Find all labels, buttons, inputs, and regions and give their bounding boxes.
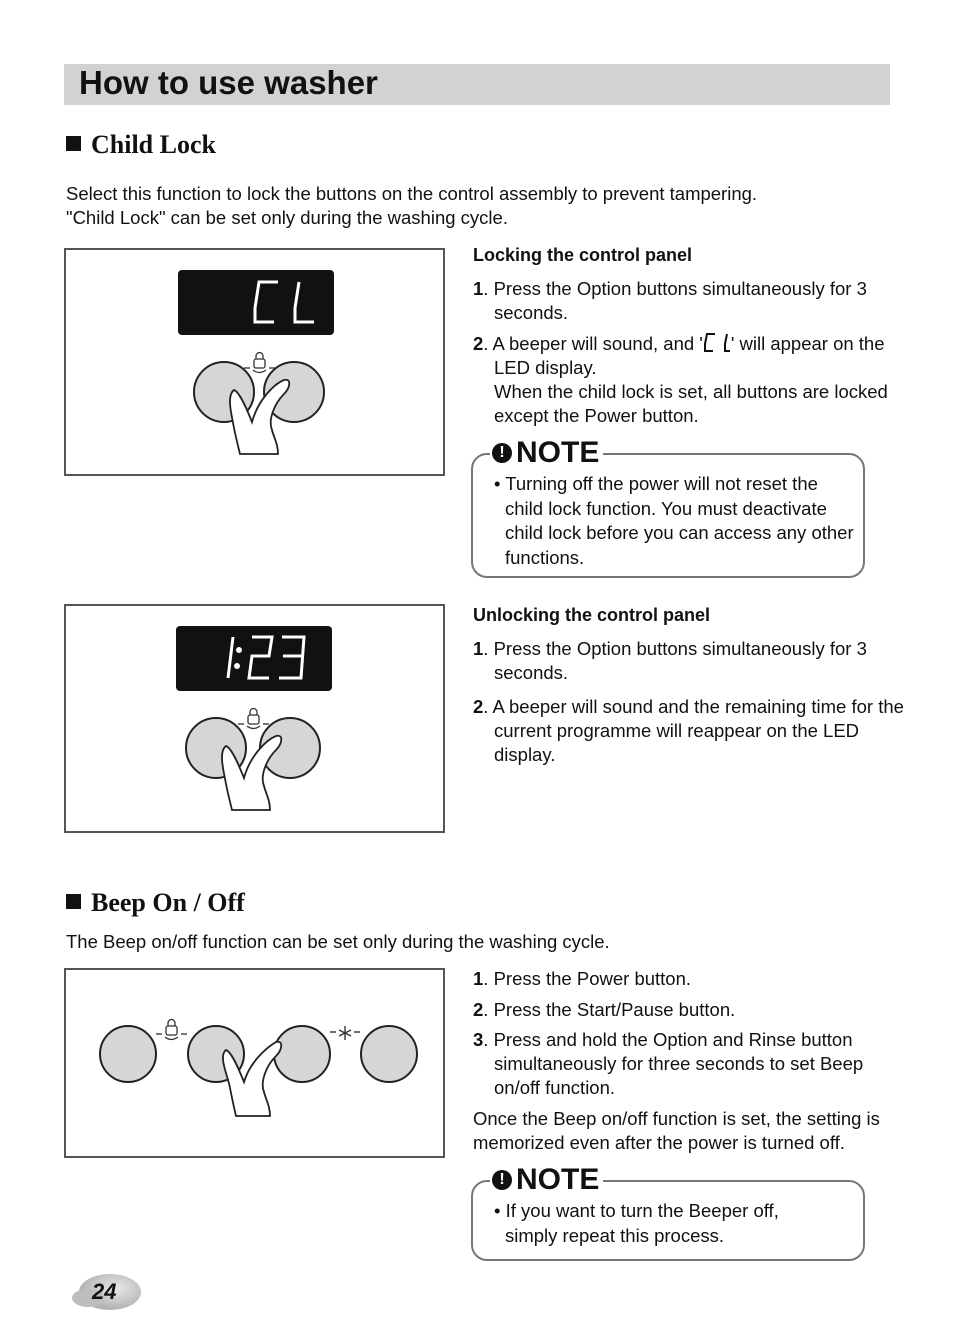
exclamation-icon: ! xyxy=(492,443,512,463)
exclamation-icon: ! xyxy=(492,1170,512,1190)
page-number: 24 xyxy=(92,1279,117,1304)
locking-step-1 xyxy=(473,277,904,325)
bullet-square-icon xyxy=(66,136,81,151)
unlock-panel-svg xyxy=(66,606,443,831)
rinse-star-icon xyxy=(330,1026,360,1040)
step-number: 1 xyxy=(473,278,484,299)
locking-heading: Locking the control panel xyxy=(473,245,693,265)
beep-panel-svg xyxy=(66,970,443,1156)
note-label xyxy=(490,1164,603,1196)
power-button xyxy=(100,1026,156,1082)
child-lock-intro-line-1: Select this function to lock the buttons on the control assembly to prevent tampering. xyxy=(66,183,758,204)
beep-step-2 xyxy=(473,998,904,1022)
step-text: . A beeper will sound and the remaining time for the current programme will reappear on the LED display. xyxy=(483,696,904,765)
beep-intro: The Beep on/off function can be set only during the washing cycle. xyxy=(66,931,610,952)
note-label-text: NOTE xyxy=(516,436,600,469)
child-lock-intro-line-2: "Child Lock" can be set only during the washing cycle. xyxy=(66,207,508,228)
locking-step-2 xyxy=(473,332,904,428)
beep-step-1 xyxy=(473,967,904,991)
unlock-panel-illustration xyxy=(64,604,445,833)
child-lock-symbol-icon xyxy=(156,1020,187,1040)
beep-step-3 xyxy=(473,1028,894,1100)
step-text: . Press and hold the Option and Rinse button simultaneously for three seconds to set Beep on/off function. xyxy=(483,1029,864,1098)
note-label xyxy=(490,437,603,469)
start-pause-button xyxy=(361,1026,417,1082)
child-lock-symbol-icon xyxy=(238,709,269,729)
lock-panel-illustration xyxy=(64,248,445,476)
child-lock-heading-text: Child Lock xyxy=(91,130,216,159)
beep-after-text: Once the Beep on/off function is set, the setting is memorized even after the power is turned off. xyxy=(473,1108,880,1153)
lock-panel-svg xyxy=(66,250,443,474)
bullet-square-icon xyxy=(66,894,81,909)
note-text-beep: • If you want to turn the Beeper off, simply repeat this process. xyxy=(494,1200,779,1246)
step-text: . Press the Option buttons simultaneously for 3 seconds. xyxy=(483,278,867,323)
step-text: ' will appear on the LED display. xyxy=(494,333,885,378)
step-number: 2 xyxy=(473,333,484,354)
step-text: . Press the Power button. xyxy=(483,968,692,989)
child-lock-intro xyxy=(66,182,906,230)
cl-inline-icon xyxy=(703,332,731,354)
step-text: . A beeper will sound, and ' xyxy=(483,333,703,354)
step-text: . Press the Start/Pause button. xyxy=(483,999,736,1020)
unlocking-heading: Unlocking the control panel xyxy=(473,605,711,625)
child-lock-heading xyxy=(66,130,216,160)
child-lock-symbol-icon xyxy=(244,353,275,373)
beep-panel-illustration xyxy=(64,968,445,1158)
rinse-button xyxy=(274,1026,330,1082)
step-number: 2 xyxy=(473,696,484,717)
step-number: 1 xyxy=(473,638,484,659)
step-text: . Press the Option buttons simultaneously for 3 seconds. xyxy=(483,638,867,683)
beep-heading-text: Beep On / Off xyxy=(91,888,245,917)
step-number: 3 xyxy=(473,1029,484,1050)
unlocking-step-2 xyxy=(473,695,904,767)
beep-heading xyxy=(66,888,245,918)
note-label-text: NOTE xyxy=(516,1163,600,1196)
note-text-child-lock: • Turning off the power will not reset the child lock function. You must deactivate child lock before you can access any other functions. xyxy=(494,473,854,568)
step-text: When the child lock is set, all buttons are locked except the Power button. xyxy=(494,381,888,426)
unlocking-step-1 xyxy=(473,637,904,685)
page-title: How to use washer xyxy=(79,64,378,101)
step-number: 2 xyxy=(473,999,484,1020)
step-number: 1 xyxy=(473,968,484,989)
